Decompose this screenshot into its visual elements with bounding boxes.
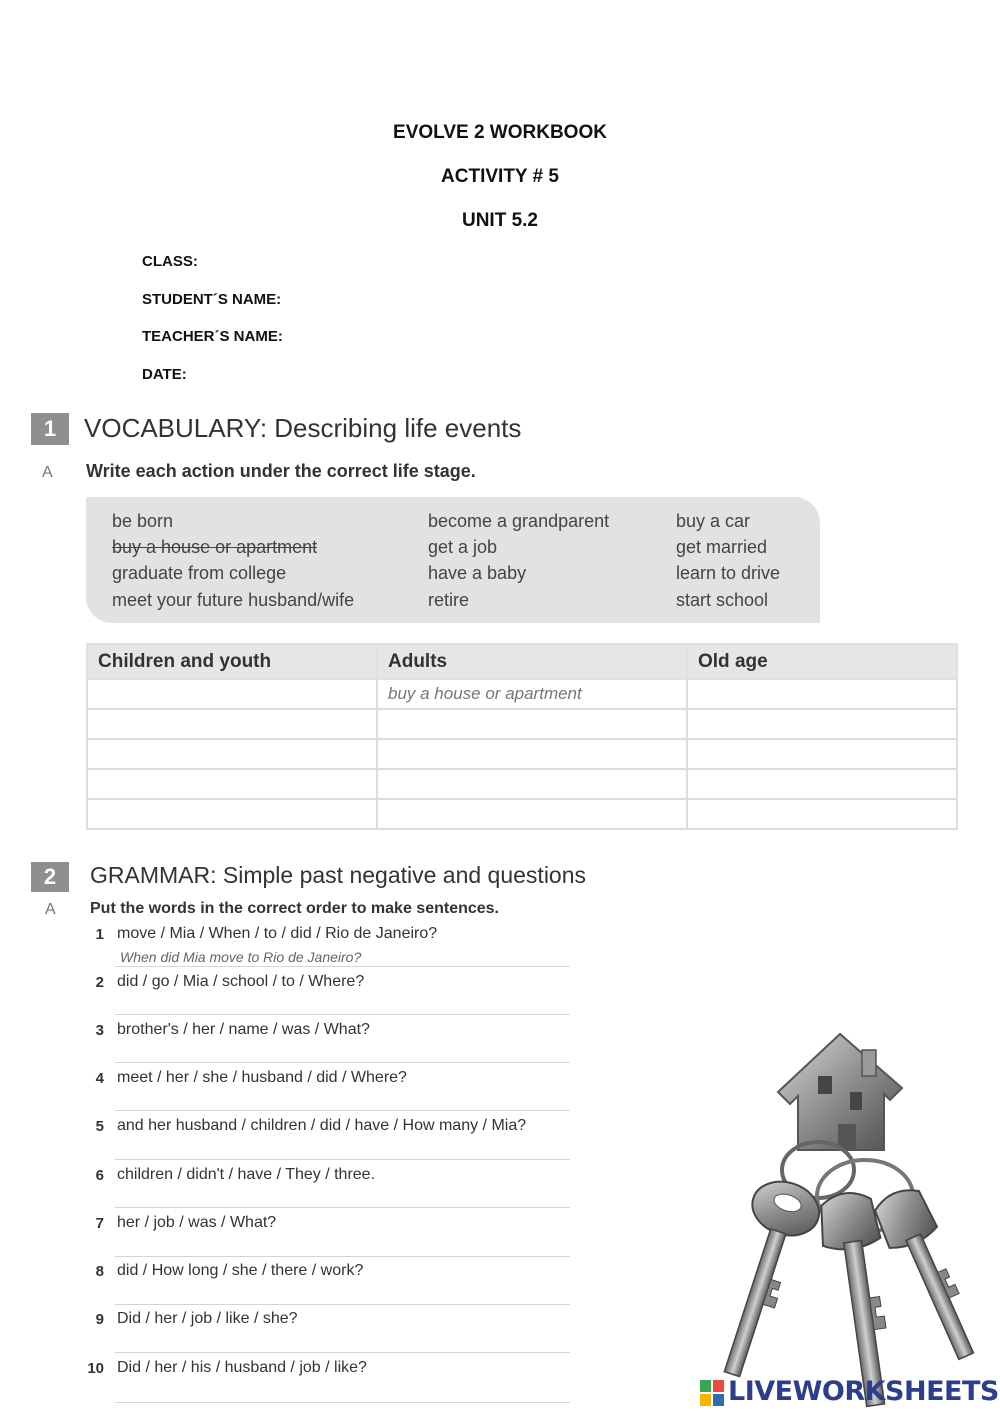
table-row	[87, 709, 957, 739]
class-field-label: CLASS:	[142, 253, 198, 270]
question-number: 1	[95, 926, 104, 943]
date-field-label: DATE:	[142, 366, 187, 383]
answer-line[interactable]	[115, 1304, 570, 1305]
question-prompt: did / How long / she / there / work?	[117, 1262, 364, 1279]
answer-cell[interactable]	[687, 739, 957, 769]
word-bank-item: meet your future husband/wife	[112, 590, 355, 610]
grammar-instruction: Put the words in the correct order to make sentences.	[90, 900, 499, 917]
question-prompt: meet / her / she / husband / did / Where?	[117, 1069, 407, 1086]
word-bank-item: buy a car	[676, 511, 751, 531]
answer-line[interactable]	[115, 966, 570, 967]
life-stage-table	[86, 643, 958, 830]
answer-line[interactable]	[115, 1256, 570, 1257]
question-prompt: children / didn't / have / They / three.	[117, 1166, 376, 1183]
answer-cell[interactable]	[377, 739, 687, 769]
vocabulary-section-title: VOCABULARY: Describing life events	[84, 413, 522, 443]
answer-line[interactable]	[115, 1110, 570, 1111]
question-number: 6	[95, 1167, 104, 1184]
student-name-field-label: STUDENT´S NAME:	[142, 291, 282, 308]
table-row	[87, 769, 957, 799]
table-row	[87, 739, 957, 769]
word-bank-item: learn to drive	[676, 563, 781, 583]
header-adults: Adults	[377, 644, 687, 679]
header-old-age: Old age	[687, 644, 957, 679]
answer-line[interactable]	[115, 1062, 570, 1063]
answer-line[interactable]	[115, 1159, 570, 1160]
answer-line[interactable]	[115, 1014, 570, 1015]
question-number: 10	[87, 1360, 104, 1377]
question-number: 9	[95, 1311, 104, 1328]
teacher-name-field-label: TEACHER´S NAME:	[142, 328, 283, 345]
answer-line[interactable]	[115, 1402, 570, 1403]
question-number: 2	[95, 974, 104, 991]
section-2-number: 2	[31, 862, 69, 892]
question-prompt: her / job / was / What?	[117, 1214, 277, 1231]
question-prompt: Did / her / job / like / she?	[117, 1310, 298, 1327]
answer-cell[interactable]	[87, 799, 377, 829]
vocabulary-part-a-label: A	[42, 464, 53, 481]
workbook-title: EVOLVE 2 WORKBOOK	[393, 122, 607, 143]
answer-cell[interactable]	[377, 709, 687, 739]
life-stage-table-header	[87, 644, 957, 679]
grammar-part-a-label: A	[45, 901, 56, 918]
grammar-section-title: GRAMMAR: Simple past negative and questions	[90, 862, 587, 888]
question-prompt: move / Mia / When / to / did / Rio de Janeiro?	[117, 925, 438, 942]
word-bank-item: be born	[112, 511, 174, 531]
header-children-and-youth: Children and youth	[87, 644, 377, 679]
question-number: 4	[95, 1070, 104, 1087]
answer-cell[interactable]	[377, 799, 687, 829]
answer-cell[interactable]	[687, 769, 957, 799]
answer-cell[interactable]	[687, 709, 957, 739]
word-bank-item: become a grandparent	[428, 511, 610, 531]
activity-title: ACTIVITY # 5	[441, 166, 559, 187]
answer-cell[interactable]	[87, 679, 377, 709]
unit-title: UNIT 5.2	[461, 210, 539, 231]
table-row	[87, 799, 957, 829]
question-prompt: and her husband / children / did / have / How many / Mia?	[117, 1117, 527, 1134]
table-row	[87, 679, 957, 709]
word-bank-item: start school	[676, 590, 769, 610]
answer-cell[interactable]	[87, 769, 377, 799]
answer-line[interactable]	[115, 1207, 570, 1208]
liveworksheets-watermark	[700, 1376, 999, 1410]
answer-cell[interactable]	[687, 799, 957, 829]
question-prompt: brother's / her / name / was / What?	[117, 1021, 370, 1038]
question-number: 5	[95, 1118, 104, 1135]
word-bank-item-crossed-out: buy a house or apartment	[112, 537, 318, 557]
answer-cell[interactable]	[377, 769, 687, 799]
question-prompt: Did / her / his / husband / job / like?	[117, 1359, 367, 1376]
liveworksheets-watermark-text: LIVEWORKSHEETS	[728, 1376, 999, 1407]
word-bank-item: get married	[676, 537, 768, 557]
question-number: 8	[95, 1263, 104, 1280]
example-answer[interactable]: When did Mia move to Rio de Janeiro?	[120, 949, 362, 965]
question-prompt: did / go / Mia / school / to / Where?	[117, 973, 365, 990]
answer-cell[interactable]	[687, 679, 957, 709]
word-bank-item: get a job	[428, 537, 498, 557]
answer-cell[interactable]	[87, 739, 377, 769]
word-bank-item: have a baby	[428, 563, 527, 583]
question-number: 3	[95, 1022, 104, 1039]
word-bank-item: retire	[428, 590, 470, 610]
keys-with-house-keychain-icon	[690, 1030, 990, 1413]
answer-cell[interactable]	[87, 709, 377, 739]
question-number: 7	[95, 1215, 104, 1232]
word-bank-item: graduate from college	[112, 563, 287, 583]
answer-line[interactable]	[115, 1352, 570, 1353]
answer-cell-example[interactable]: buy a house or apartment	[377, 679, 687, 709]
liveworksheets-logo-icon	[700, 1380, 724, 1406]
vocabulary-instruction: Write each action under the correct life stage.	[86, 461, 476, 481]
section-1-number: 1	[31, 413, 69, 445]
